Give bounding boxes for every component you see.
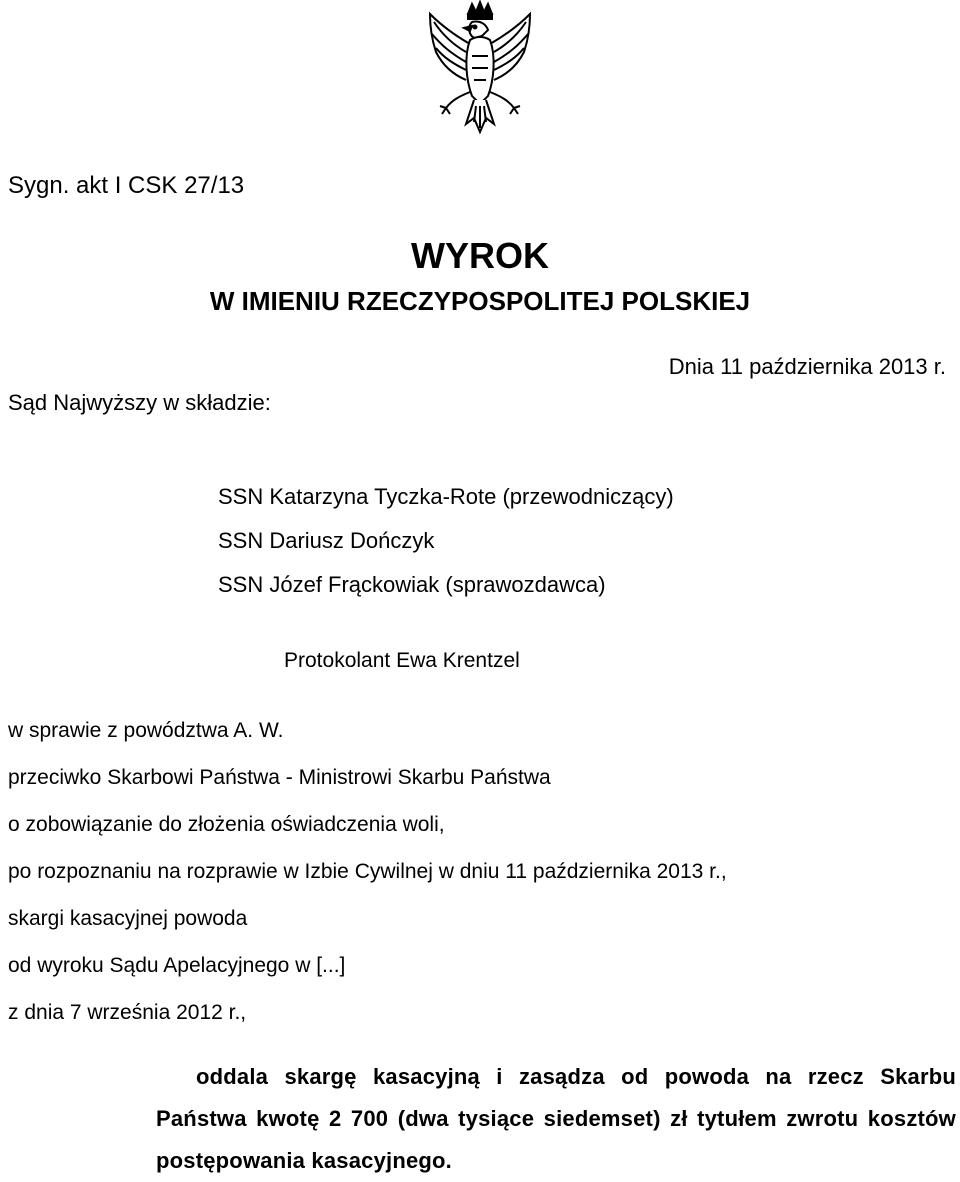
case-line-lower-date: z dnia 7 września 2012 r., xyxy=(8,1001,247,1024)
case-description xyxy=(8,718,727,1047)
judges-list xyxy=(218,484,674,616)
case-signature: Sygn. akt I CSK 27/13 xyxy=(8,172,245,199)
polish-eagle-emblem-icon xyxy=(412,0,548,150)
case-line-hearing: po rozpoznaniu na rozprawie w Izbie Cywilnej w dniu 11 października 2013 r., xyxy=(8,860,727,883)
judge-rapporteur: SSN Józef Frąckowiak (sprawozdawca) xyxy=(218,572,606,597)
case-line-subject: o zobowiązanie do złożenia oświadczenia woli, xyxy=(8,813,445,836)
court-clerk: Protokolant Ewa Krentzel xyxy=(284,649,520,672)
case-line-defendant: przeciwko Skarbowi Państwa - Ministrowi Skarbu Państwa xyxy=(8,766,551,789)
case-line-plaintiff: w sprawie z powództwa A. W. xyxy=(8,719,284,742)
judgment-date: Dnia 11 października 2013 r. xyxy=(668,354,946,379)
judge-presiding: SSN Katarzyna Tyczka-Rote (przewodniczący) xyxy=(218,484,674,509)
case-line-lower-court: od wyroku Sądu Apelacyjnego w [...] xyxy=(8,954,346,977)
court-composition-label: Sąd Najwyższy w składzie: xyxy=(8,390,271,415)
judge-member: SSN Dariusz Dończyk xyxy=(218,528,435,553)
case-line-appeal: skargi kasacyjnej powoda xyxy=(8,907,248,930)
ruling-text: oddala skargę kasacyjną i zasądza od powoda na rzecz Skarbu Państwa kwotę 2 700 (dwa tysiące siedemset) zł tytułem zwrotu kosztów postępowania kasacyjnego. xyxy=(156,1064,956,1173)
judgment-title: WYROK xyxy=(411,235,549,276)
judgment-subtitle: W IMIENIU RZECZYPOSPOLITEJ POLSKIEJ xyxy=(209,286,751,316)
